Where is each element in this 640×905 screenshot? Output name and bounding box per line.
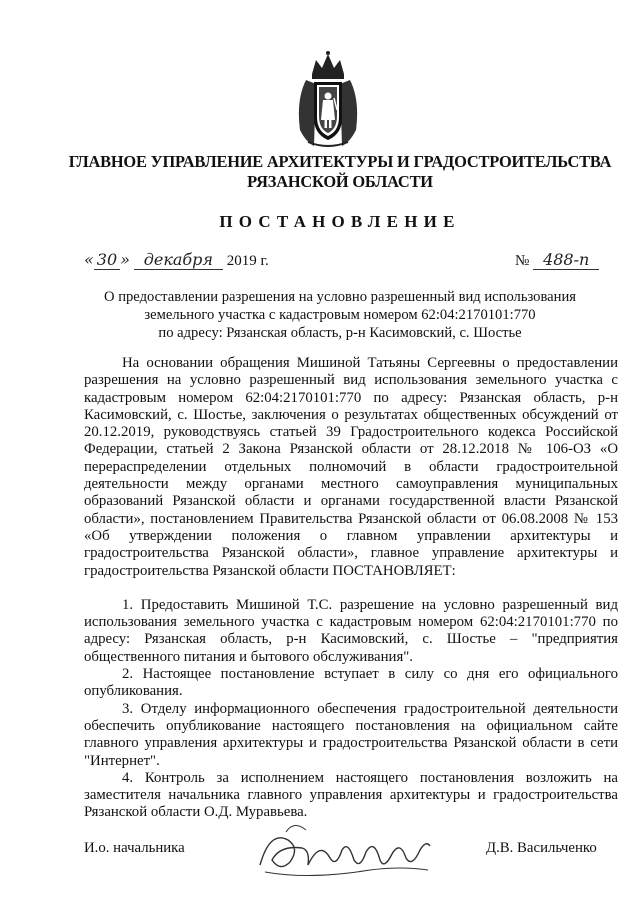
document-subject <box>40 288 640 342</box>
subject-line: по адресу: Рязанская область, р-н Касимовский, с. Шостье <box>158 325 522 341</box>
date-open-quote: « <box>84 250 94 269</box>
organization-line-1: ГЛАВНОЕ УПРАВЛЕНИЕ АРХИТЕКТУРЫ И ГРАДОСТРОИТЕЛЬСТВА <box>68 152 612 171</box>
signatory-position: И.о. начальника <box>84 840 185 856</box>
resolution-item: 4. Контроль за исполнением настоящего постановления возложить на заместителя начальника главного управления архитектуры и градостроительства Рязанской области О.Д. Муравьева. <box>84 769 618 821</box>
document-date <box>84 250 269 270</box>
resolution-item: 3. Отделу информационного обеспечения градостроительной деятельности обеспечить опубликование настоящего постановления на официальном сайте главного управления архитектуры и градостроительства Рязанской области в сети "Интернет". <box>84 700 618 769</box>
organization-line-2: РЯЗАНСКОЙ ОБЛАСТИ <box>247 172 433 191</box>
body-intro: На основании обращения Мишиной Татьяны Сергеевны о предоставлении разрешения на условно разрешенный вид использования земельного участка с кадастровым номером 62:04:2170101:770 по адресу: Рязанская область, р-н Касимовский, с. Шостье, заключения о результатах общественных обсуждений от 20.12.2019, руководствуясь статьей 39 Градостроительного кодекса Российской Федерации, статьей 2 Закона Рязанской области от 28.12.2018 № 106-ОЗ «О перераспределении отдельных полномочий в области градостроительной деятельности между органами местного самоуправления муниципальных образований Рязанской области и органами государственной власти Рязанской области», постановлением Правительства Рязанской области от 06.08.2008 № 153 «Об утверждении положения о главном управлении архитектуры и градостроительства Рязанской области», главное управление архитектуры и градостроительства Рязанской области ПОСТАНОВЛЯЕТ: <box>84 355 618 579</box>
date-month: декабря <box>134 250 223 270</box>
resolution-item: 2. Настоящее постановление вступает в силу со дня его официального опубликования. <box>84 666 618 700</box>
document-body <box>84 355 618 822</box>
subject-line: земельного участка с кадастровым номером 62:04:2170101:770 <box>144 307 536 323</box>
document-number <box>515 250 599 270</box>
date-close-quote: » <box>120 250 130 269</box>
handwritten-signature <box>250 810 440 890</box>
number-prefix: № <box>515 253 530 269</box>
ryazan-coat-of-arms-icon <box>292 50 364 150</box>
date-year: 2019 г. <box>226 253 269 269</box>
subject-line: О предоставлении разрешения на условно разрешенный вид использования <box>104 289 576 305</box>
resolution-item: 1. Предоставить Мишиной Т.С. разрешение на условно разрешенный вид использования земельного участка с кадастровым номером 62:04:2170101:770 по адресу: Рязанская область, р-н Касимовский, с. Шостье – "предприятия общественного питания и бытового обслуживания". <box>84 596 618 665</box>
number-value: 488-п <box>533 250 599 270</box>
organization-name <box>40 152 640 192</box>
signatory-name: Д.В. Васильченко <box>486 840 597 856</box>
document-type: ПОСТАНОВЛЕНИЕ <box>219 212 461 231</box>
date-day: 30 <box>94 250 120 270</box>
